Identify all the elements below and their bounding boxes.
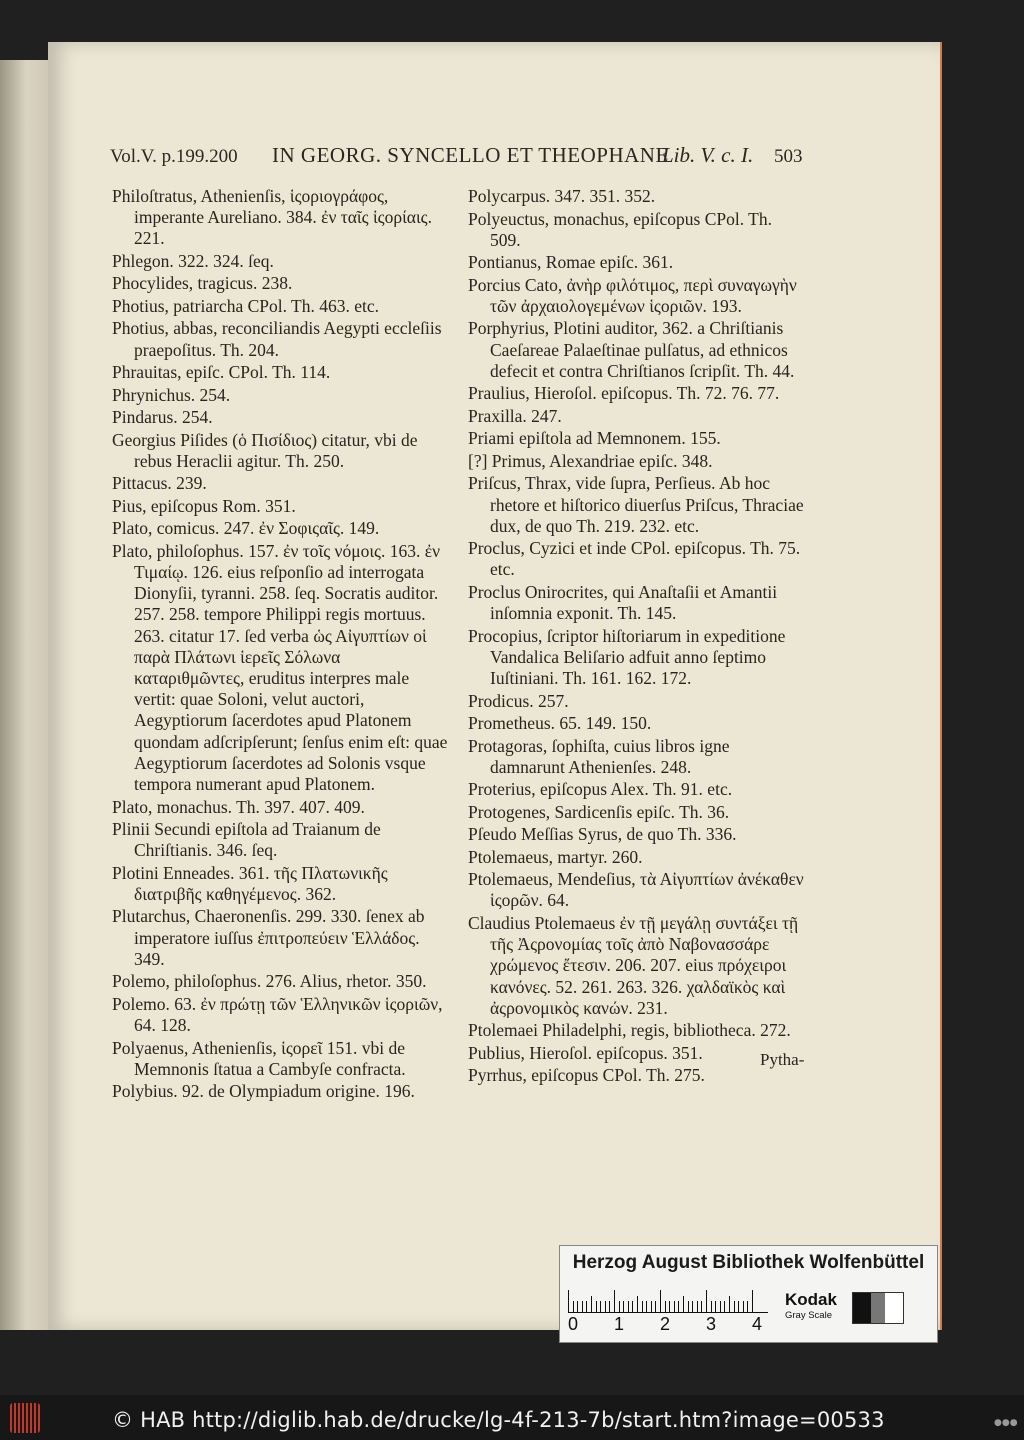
ruler-tick: [743, 1301, 744, 1312]
index-entry: Praulius, Hieroſol. epiſcopus. Th. 72. 76. 77.: [468, 383, 780, 404]
index-entry: Pſeudo Meſſias Syrus, de quo Th. 336.: [468, 824, 737, 845]
index-entry: Ptolemaei Philadelphi, regis, bibliotheca. 272.: [468, 1020, 791, 1041]
ruler-tick: [724, 1301, 725, 1312]
ruler-tick: [596, 1301, 597, 1312]
ruler-tick: [660, 1290, 661, 1312]
index-entry: Phrauitas, epiſc. CPol. Th. 114.: [112, 362, 331, 383]
ruler-tick: [706, 1290, 707, 1312]
ruler-tick: [720, 1301, 721, 1312]
index-entry: Polyaenus, Athenienſis, ἱςορεῖ 151. vbi de Memnonis ſtatua a Cambyſe confracta.: [112, 1037, 406, 1079]
page-number: 503: [774, 146, 803, 167]
ruler-tick: [701, 1301, 702, 1312]
ruler-tick: [683, 1296, 684, 1312]
index-entry: Pindarus. 254.: [112, 407, 213, 428]
index-entry: Plato, philoſophus. 157. ἐν τοῖς νόμοις. 163. ἐν Τιμαίῳ. 126. eius reſponſio ad interrogata Dionyſii, tyranni. 258. ſeq. Socratis auditor. 257. 258. tempore Philippi regis mortuus. 263. citatur 17. ſed verba ὡς Αἰγυπτίων οἱ παρὰ Πλάτωνι ἱερεῖς Σόλωνα καταριθμῶντες, eruditus interpres male vertit: quae Soloni, velut auctori, Aegyptiorum ſacerdotes apud Platonem quondam adſcripſerunt; ſenſus enim eſt: quae Aegyptiorum ſacerdotes ad Solonis vsque tempora numerant apud Platonem.: [112, 540, 448, 795]
ruler-tick: [605, 1301, 606, 1312]
index-entry: Proclus, Cyzici et inde CPol. epiſcopus. Th. 75. etc.: [468, 538, 801, 580]
ruler-tick: [646, 1301, 647, 1312]
index-entry: Polemo, philoſophus. 276. Alius, rhetor. 350.: [112, 971, 427, 992]
index-entry: Ptolemaeus, martyr. 260.: [468, 846, 643, 867]
ruler-tick: [651, 1301, 652, 1312]
index-entry: Polybius. 92. de Olympiadum origine. 196.: [112, 1081, 415, 1102]
header-volume-ref: Vol.V. p.199.200: [110, 146, 238, 167]
ruler-tick: [600, 1301, 601, 1312]
ruler-tick: [623, 1301, 624, 1312]
index-entry: Polycarpus. 347. 351. 352.: [468, 186, 656, 206]
ruler-tick: [669, 1301, 670, 1312]
index-entry: Plato, monachus. Th. 397. 407. 409.: [112, 796, 365, 817]
ruler-tick: [688, 1301, 689, 1312]
index-entry: [?] Primus, Alexandriae epiſc. 348.: [468, 450, 713, 471]
index-entry: Pyrrhus, epiſcopus CPol. Th. 275.: [468, 1065, 705, 1086]
ruler-tick: [697, 1301, 698, 1312]
hab-logo-icon: [10, 1403, 40, 1433]
index-entry: Polemo. 63. ἐν πρώτῃ τῶν Ἑλληνικῶν ἱςοριῶν, 64. 128.: [112, 993, 443, 1036]
index-entry: Porcius Cato, ἀνὴρ φιλότιμος, περὶ συναγωγὴν τῶν ἀρχαιολογεμένων ἱςοριῶν. 193.: [468, 274, 797, 316]
ruler-number: 0: [568, 1314, 579, 1334]
copyright-link[interactable]: © HAB http://diglib.hab.de/drucke/lg-4f-213-7b/start.htm?image=00533: [112, 1408, 885, 1432]
index-entry: Pittacus. 239.: [112, 473, 207, 494]
index-entry: Plutarchus, Chaeronenſis. 299. 330. ſenex ab imperatore iuſſus ἐπιτροπεύειν Ἑλλάδος. 349.: [112, 906, 425, 969]
ruler-tick: [637, 1296, 638, 1312]
ruler-tick: [715, 1301, 716, 1312]
header-title: IN GEORG. SYNCELLO ET THEOPHANE: [272, 143, 669, 167]
ruler-numbers: [568, 1314, 788, 1336]
ruler-tick: [655, 1301, 656, 1312]
swatch-gray: [871, 1293, 885, 1323]
ruler-number: 1: [614, 1314, 625, 1334]
ruler-tick: [729, 1296, 730, 1312]
index-entry: Plotini Enneades. 361. τῆς Πλατωνικῆς διατριβῆς καθηγέμενος. 362.: [112, 862, 388, 904]
ruler-number: 3: [706, 1314, 717, 1334]
ruler-tick: [738, 1301, 739, 1312]
ruler-tick: [752, 1290, 753, 1312]
ruler-tick: [614, 1290, 615, 1312]
index-entry: Photius, patriarcha CPol. Th. 463. etc.: [112, 295, 380, 316]
index-entry: Prodicus. 257.: [468, 690, 569, 711]
ruler-tick: [678, 1301, 679, 1312]
ruler-tick: [573, 1301, 574, 1312]
index-entry: Protagoras, ſophiſta, cuius libros igne damnarunt Athenienſes. 248.: [468, 735, 730, 777]
ruler-tick: [674, 1301, 675, 1312]
index-entry: Plinii Secundi epiſtola ad Traianum de Chriſtianis. 346. ſeq.: [112, 819, 381, 861]
previous-page-edge: [0, 60, 48, 1330]
ruler-tick: [665, 1301, 666, 1312]
catchword: Pytha-: [760, 1050, 805, 1069]
ruler-tick: [582, 1301, 583, 1312]
index-column-right: [468, 186, 806, 1088]
header-book-ref: Lib. V. c. I.: [662, 143, 754, 167]
kodak-logo: Kodak: [785, 1290, 837, 1309]
running-header: [110, 143, 810, 172]
index-entry: Priami epiſtola ad Memnonem. 155.: [468, 428, 721, 449]
index-entry: Priſcus, Thrax, vide ſupra, Perſieus. Ab hoc rhetore et hiſtorico diuerſus Priſcus, Thraciae dux, de quo Th. 219. 232. etc.: [468, 473, 804, 536]
index-entry: Philoſtratus, Athenienſis, ἱςοριογράφος, imperante Aureliano. 384. ἐν ταῖς ἱςορίαις. 221.: [112, 186, 432, 249]
index-entry: Pontianus, Romae epiſc. 361.: [468, 252, 674, 273]
scale-ruler: [568, 1290, 768, 1313]
ruler-tick: [632, 1301, 633, 1312]
ruler-tick: [609, 1301, 610, 1312]
index-column-left: [112, 186, 454, 1104]
index-entry: Proterius, epiſcopus Alex. Th. 91. etc.: [468, 779, 733, 800]
ruler-tick: [734, 1301, 735, 1312]
index-entry: Claudius Ptolemaeus ἐν τῇ μεγάλῃ συντάξει τῇ τῆς Ἀςρονομίας τοῖς ἀπὸ Ναβονασσάρε χρώμενος ἔτεσιν. 206. 207. eius πρόχειροι κανόνες. 52. 261. 263. 326. χαλδαϊκὸς καὶ ἀςρονομικὸς κανών. 231.: [468, 912, 799, 1018]
index-entry: Ptolemaeus, Mendeſius, τὰ Αἰγυπτίων ἀνέκαθεν ἱςορῶν. 64.: [468, 869, 804, 911]
more-dots-icon[interactable]: ●●●: [994, 1418, 1018, 1428]
ruler-number: 2: [660, 1314, 671, 1334]
index-entry: Polyeuctus, monachus, epiſcopus CPol. Th. 509.: [468, 208, 772, 250]
ruler-number: 4: [752, 1314, 763, 1334]
swatch-black: [853, 1293, 871, 1323]
index-entry: Plato, comicus. 247. ἐν Σοφιςαῖς. 149.: [112, 518, 380, 539]
index-entry: Procopius, ſcriptor hiſtoriarum in expeditione Vandalica Beliſario adfuit anno ſeptimo Iuſtiniani. Th. 161. 162. 172.: [468, 625, 786, 689]
index-entry: Porphyrius, Plotini auditor, 362. a Chriſtianis Caeſareae Palaeſtinae pulſatus, ad ethnicos defecit et contra Chriſtianos ſcripſit. Th. 44.: [468, 318, 795, 381]
index-entry: Photius, abbas, reconciliandis Aegypti eccleſiis praepoſitus. Th. 204.: [112, 318, 442, 360]
ruler-tick: [711, 1301, 712, 1312]
gray-scale-label: Gray Scale: [785, 1310, 832, 1321]
ruler-tick: [586, 1301, 587, 1312]
index-entry: Pius, epiſcopus Rom. 351.: [112, 495, 296, 516]
index-entry: Georgius Piſides (ὁ Πισίδιος) citatur, vbi de rebus Heraclii agitur. Th. 250.: [112, 429, 418, 471]
ruler-tick: [619, 1301, 620, 1312]
swatch-white: [885, 1293, 903, 1323]
ruler-tick: [747, 1301, 748, 1312]
index-entry: Proclus Onirocrites, qui Anaſtaſii et Amantii inſomnia exponit. Th. 145.: [468, 581, 778, 624]
ruler-tick: [642, 1301, 643, 1312]
index-entry: Phlegon. 322. 324. ſeq.: [112, 250, 274, 271]
library-color-card: [559, 1245, 938, 1343]
ruler-tick: [568, 1290, 569, 1312]
index-entry: Phocylides, tragicus. 238.: [112, 273, 293, 294]
index-entry: Protogenes, Sardicenſis epiſc. Th. 36.: [468, 801, 730, 822]
index-entry: Phrynichus. 254.: [112, 384, 231, 405]
ruler-tick: [692, 1301, 693, 1312]
index-entry: Praxilla. 247.: [468, 405, 562, 426]
ruler-tick: [591, 1296, 592, 1312]
ruler-tick: [628, 1301, 629, 1312]
ruler-tick: [577, 1301, 578, 1312]
library-name: Herzog August Bibliothek Wolfenbüttel: [572, 1252, 925, 1273]
gray-swatches: [852, 1292, 904, 1324]
index-entry: Publius, Hieroſol. epiſcopus. 351.: [468, 1042, 703, 1063]
index-entry: Prometheus. 65. 149. 150.: [468, 713, 652, 734]
